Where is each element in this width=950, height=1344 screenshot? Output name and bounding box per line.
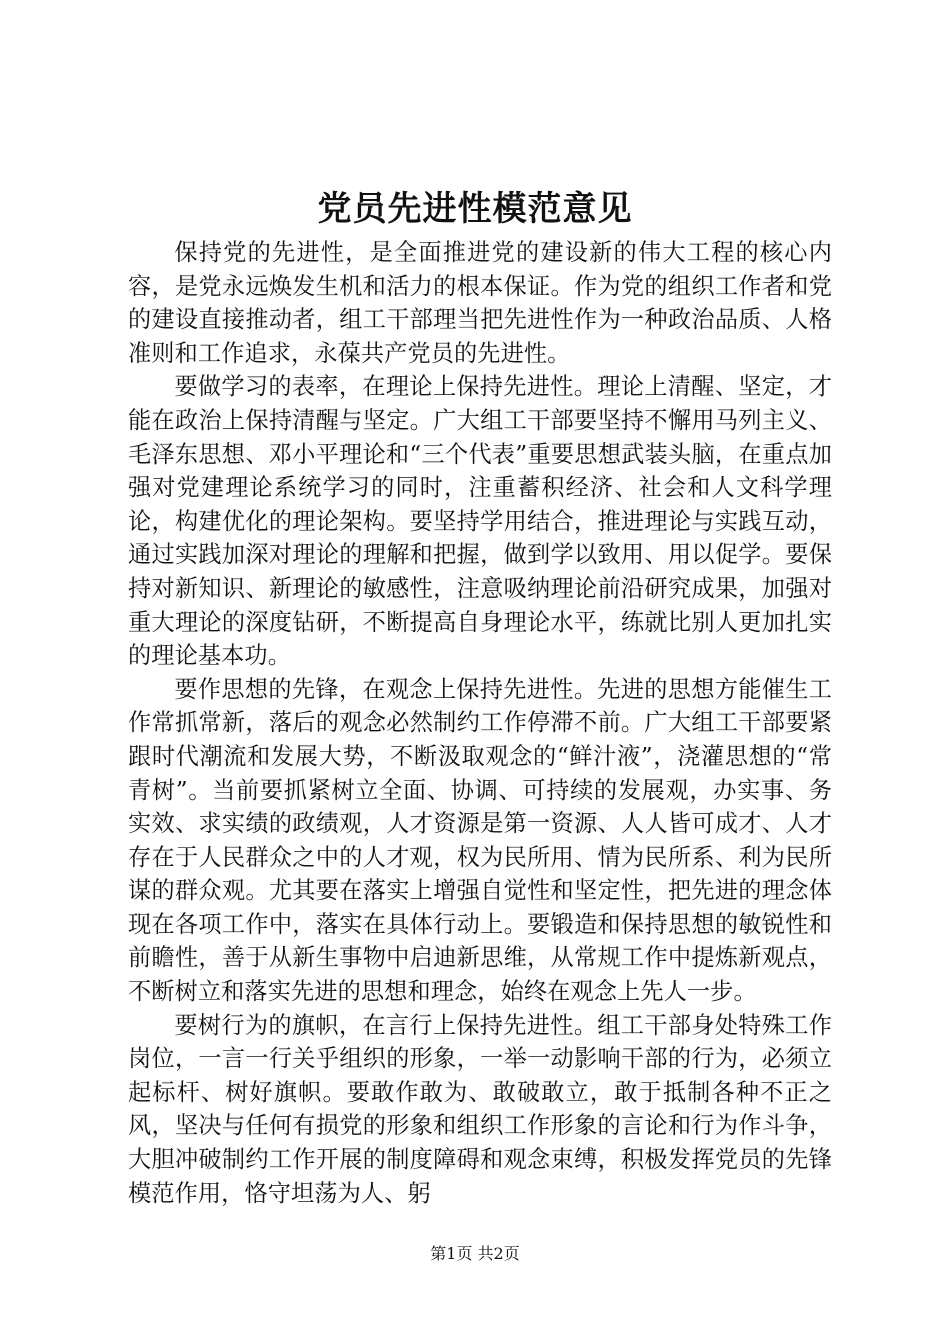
paragraph-study: 要做学习的表率，在理论上保持先进性。理论上清醒、坚定，才能在政治上保持清醒与坚定。广大组工干部要坚持不懈用马列主义、毛泽东思想、邓小平理论和“三个代表”重要思想武装头脑，在重点加强对党建理论系统学习的同时，注重蓄积经济、社会和人文科学理论，构建优化的理论架构。要坚持学用结合，推进理论与实践互动，通过实践加深对理论的理解和把握，做到学以致用、用以促学。要保持对新知识、新理论的敏感性，注意吸纳理论前沿研究成果，加强对重大理论的深度钻研，不断提高自身理论水平，练就比别人更加扎实的理论基本功。 [128, 373, 832, 670]
page-footer: 第1页 共2页 [430, 1244, 520, 1263]
paragraph-conduct: 要树行为的旗帜，在言行上保持先进性。组工干部身处特殊工作岗位，一言一行关乎组织的形象，一举一动影响干部的行为，必须立起标杆、树好旗帜。要敢作敢为、敢破敢立，敢于抵制各种不正之风，坚决与任何有损党的形象和组织工作形象的言论和行为作斗争，大胆冲破制约工作开展的制度障碍和观念束缚，积极发挥党员的先锋模范作用，恪守坦荡为人、躬 [128, 1011, 832, 1207]
paragraph-thought: 要作思想的先锋，在观念上保持先进性。先进的思想方能催生工作常抓常新，落后的观念必然制约工作停滞不前。广大组工干部要紧跟时代潮流和发展大势，不断汲取观念的“鲜汁液”，浇灌思想的“常青树”。当前要抓紧树立全面、协调、可持续的发展观，办实事、务实效、求实绩的政绩观，人才资源是第一资源、人人皆可成才、人才存在于人民群众之中的人才观，权为民所用、情为民所系、利为民所谋的群众观。尤其要在落实上增强自觉性和坚定性，把先进的理念体现在各项工作中，落实在具体行动上。要锻造和保持思想的敏锐性和前瞻性，善于从新生事物中启迪新思维，从常规工作中提炼新观点，不断树立和落实先进的思想和理念，始终在观念上先人一步。 [128, 675, 832, 1006]
document-title: 党员先进性模范意见 [317, 189, 633, 229]
document-body [128, 236, 832, 1210]
paragraph-intro: 保持党的先进性，是全面推进党的建设新的伟大工程的核心内容，是党永远焕发生机和活力的根本保证。作为党的组织工作者和党的建设直接推动者，组工干部理当把先进性作为一种政治品质、人格准则和工作追求，永葆共产党员的先进性。 [128, 239, 832, 367]
